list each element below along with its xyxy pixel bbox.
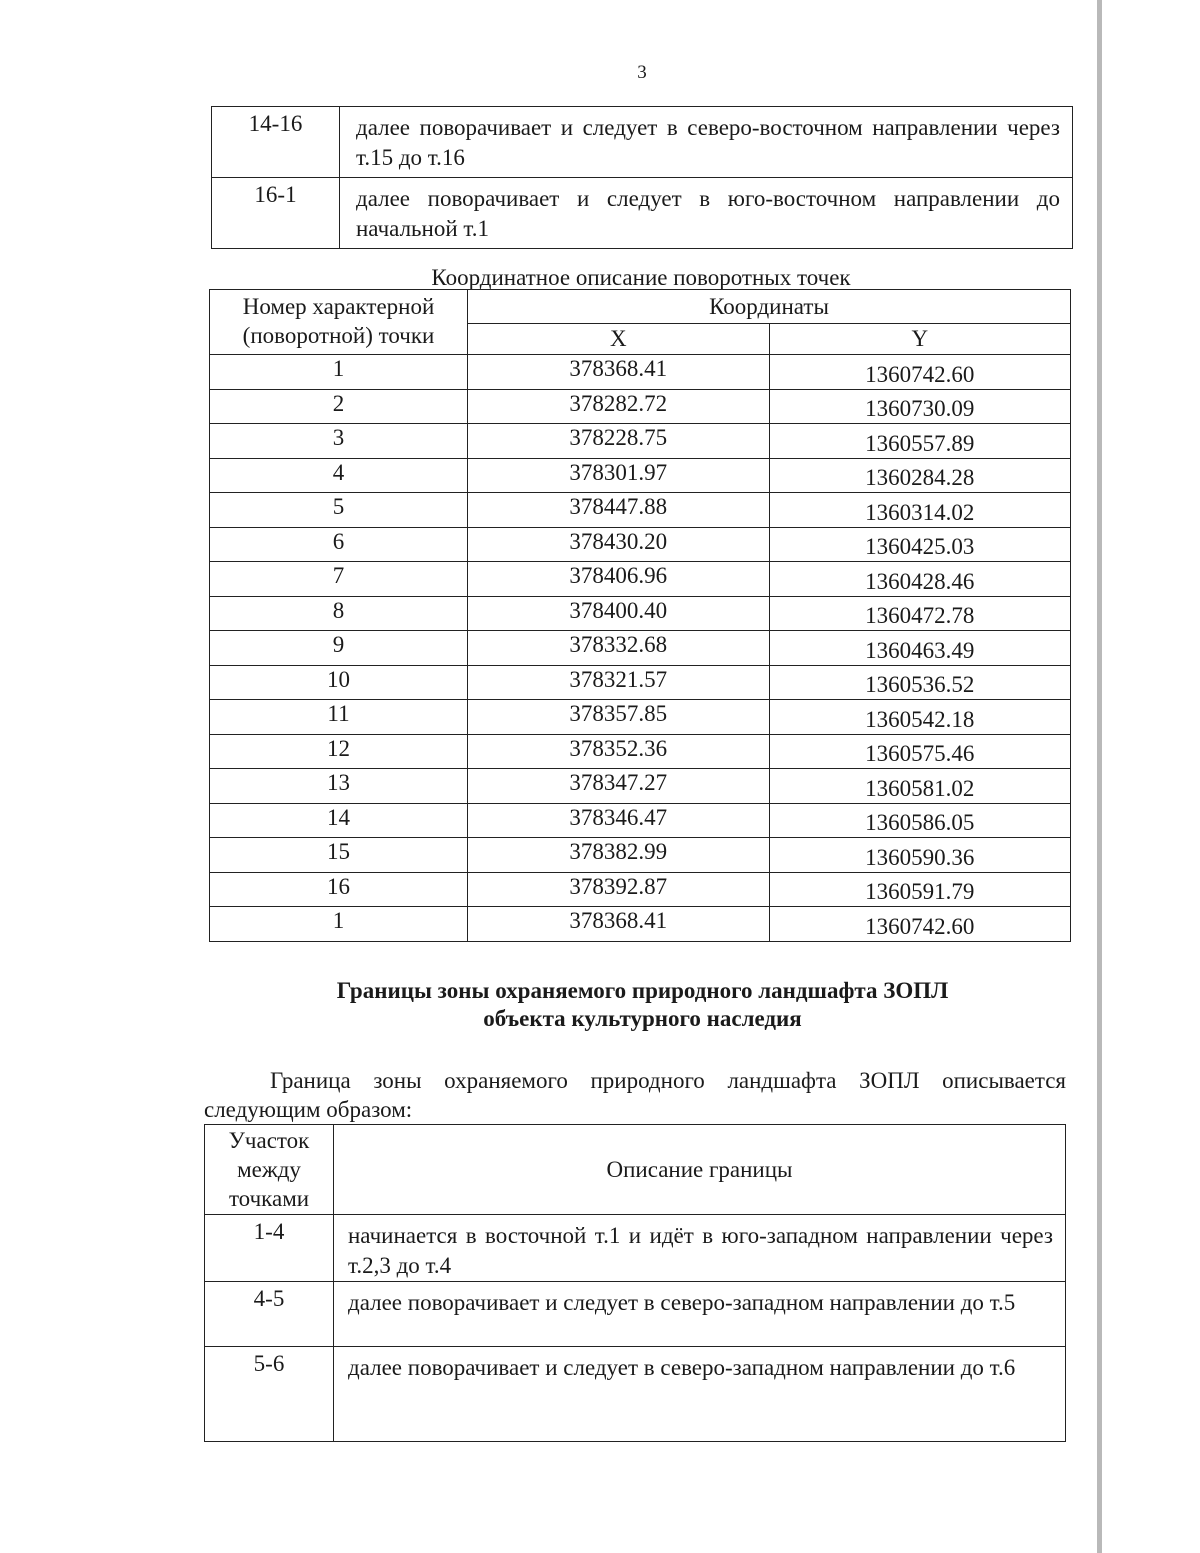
y-coordinate-cell: 1360591.79 xyxy=(769,872,1071,907)
heading-line-1: Границы зоны охраняемого природного ландшафта ЗОПЛ xyxy=(336,978,949,1003)
description-cell: далее поворачивает и следует в северо-западном направлении до т.6 xyxy=(334,1347,1066,1442)
heading-line-2: объекта культурного наследия xyxy=(483,1006,802,1031)
coordinates-table xyxy=(209,289,1071,942)
segment-cell: 16-1 xyxy=(212,178,340,249)
y-coordinate-cell: 1360575.46 xyxy=(769,734,1071,769)
point-number-cell: 8 xyxy=(210,596,468,631)
point-number-cell: 15 xyxy=(210,838,468,873)
point-number-cell: 4 xyxy=(210,458,468,493)
table-row xyxy=(212,107,1073,178)
scan-edge xyxy=(1097,0,1102,1553)
table-row xyxy=(210,631,1071,666)
x-coordinate-cell: 378357.85 xyxy=(468,700,770,735)
x-coordinate-cell: 378321.57 xyxy=(468,665,770,700)
table-row xyxy=(210,493,1071,528)
table-row xyxy=(210,665,1071,700)
y-coordinate-cell: 1360472.78 xyxy=(769,596,1071,631)
table-row xyxy=(210,562,1071,597)
x-header: X xyxy=(468,324,770,355)
y-coordinate-cell: 1360590.36 xyxy=(769,838,1071,873)
y-coordinate-cell: 1360742.60 xyxy=(769,355,1071,390)
segment-header: Участок между точками xyxy=(205,1125,334,1215)
intro-paragraph: Граница зоны охраняемого природного ландшафта ЗОПЛ описывается следующим образом: xyxy=(204,1068,1066,1122)
coordinates-body xyxy=(210,355,1071,942)
y-coordinate-cell: 1360730.09 xyxy=(769,389,1071,424)
table-row xyxy=(210,803,1071,838)
table-row xyxy=(205,1347,1066,1442)
table-row xyxy=(210,424,1071,459)
table-row xyxy=(212,178,1073,249)
table-row xyxy=(210,700,1071,735)
y-coordinate-cell: 1360536.52 xyxy=(769,665,1071,700)
description-cell: начинается в восточной т.1 и идёт в юго-западном направлении через т.2,3 до т.4 xyxy=(334,1215,1066,1282)
table-row xyxy=(210,734,1071,769)
y-coordinate-cell: 1360586.05 xyxy=(769,803,1071,838)
table-row xyxy=(205,1282,1066,1347)
x-coordinate-cell: 378400.40 xyxy=(468,596,770,631)
point-number-cell: 7 xyxy=(210,562,468,597)
x-coordinate-cell: 378301.97 xyxy=(468,458,770,493)
point-number-cell: 3 xyxy=(210,424,468,459)
x-coordinate-cell: 378352.36 xyxy=(468,734,770,769)
x-coordinate-cell: 378406.96 xyxy=(468,562,770,597)
table-row xyxy=(210,838,1071,873)
y-coordinate-cell: 1360314.02 xyxy=(769,493,1071,528)
coordinates-caption: Координатное описание поворотных точек xyxy=(431,265,851,290)
table-row xyxy=(210,527,1071,562)
section-heading xyxy=(200,977,1085,1033)
segment-cell: 5-6 xyxy=(205,1347,334,1442)
x-coordinate-cell: 378347.27 xyxy=(468,769,770,804)
point-number-cell: 5 xyxy=(210,493,468,528)
x-coordinate-cell: 378368.41 xyxy=(468,907,770,942)
x-coordinate-cell: 378228.75 xyxy=(468,424,770,459)
x-coordinate-cell: 378392.87 xyxy=(468,872,770,907)
table-row xyxy=(210,458,1071,493)
y-coordinate-cell: 1360581.02 xyxy=(769,769,1071,804)
description-cell: далее поворачивает и следует в юго-восточном направлении до начальной т.1 xyxy=(340,178,1073,249)
y-coordinate-cell: 1360428.46 xyxy=(769,562,1071,597)
x-coordinate-cell: 378430.20 xyxy=(468,527,770,562)
table-row xyxy=(210,355,1071,390)
x-coordinate-cell: 378346.47 xyxy=(468,803,770,838)
y-coordinate-cell: 1360425.03 xyxy=(769,527,1071,562)
point-number-cell: 6 xyxy=(210,527,468,562)
header-row xyxy=(210,290,1071,324)
table-row xyxy=(210,769,1071,804)
y-coordinate-cell: 1360284.28 xyxy=(769,458,1071,493)
zopl-boundary-table xyxy=(204,1124,1066,1442)
point-number-cell: 14 xyxy=(210,803,468,838)
point-number-header: Номер характерной (поворотной) точки xyxy=(210,290,468,355)
table-row xyxy=(210,389,1071,424)
description-cell: далее поворачивает и следует в северо-восточном направлении через т.15 до т.16 xyxy=(340,107,1073,178)
point-number-cell: 1 xyxy=(210,907,468,942)
point-number-cell: 11 xyxy=(210,700,468,735)
table-row xyxy=(210,872,1071,907)
point-number-cell: 10 xyxy=(210,665,468,700)
description-cell: далее поворачивает и следует в северо-западном направлении до т.5 xyxy=(334,1282,1066,1347)
x-coordinate-cell: 378382.99 xyxy=(468,838,770,873)
segment-cell: 1-4 xyxy=(205,1215,334,1282)
description-header: Описание границы xyxy=(334,1125,1066,1215)
table-row xyxy=(210,907,1071,942)
table-row xyxy=(205,1215,1066,1282)
point-number-cell: 12 xyxy=(210,734,468,769)
y-coordinate-cell: 1360542.18 xyxy=(769,700,1071,735)
table-row xyxy=(210,596,1071,631)
x-coordinate-cell: 378332.68 xyxy=(468,631,770,666)
segment-cell: 4-5 xyxy=(205,1282,334,1347)
x-coordinate-cell: 378447.88 xyxy=(468,493,770,528)
y-header: Y xyxy=(769,324,1071,355)
point-number-cell: 9 xyxy=(210,631,468,666)
x-coordinate-cell: 378282.72 xyxy=(468,389,770,424)
page-number: 3 xyxy=(637,62,647,83)
point-number-cell: 1 xyxy=(210,355,468,390)
segment-cell: 14-16 xyxy=(212,107,340,178)
header-row xyxy=(205,1125,1066,1215)
point-number-cell: 13 xyxy=(210,769,468,804)
y-coordinate-cell: 1360742.60 xyxy=(769,907,1071,942)
point-number-cell: 16 xyxy=(210,872,468,907)
continuation-table xyxy=(211,106,1073,249)
x-coordinate-cell: 378368.41 xyxy=(468,355,770,390)
point-number-cell: 2 xyxy=(210,389,468,424)
y-coordinate-cell: 1360463.49 xyxy=(769,631,1071,666)
coordinates-header: Координаты xyxy=(468,290,1071,324)
y-coordinate-cell: 1360557.89 xyxy=(769,424,1071,459)
